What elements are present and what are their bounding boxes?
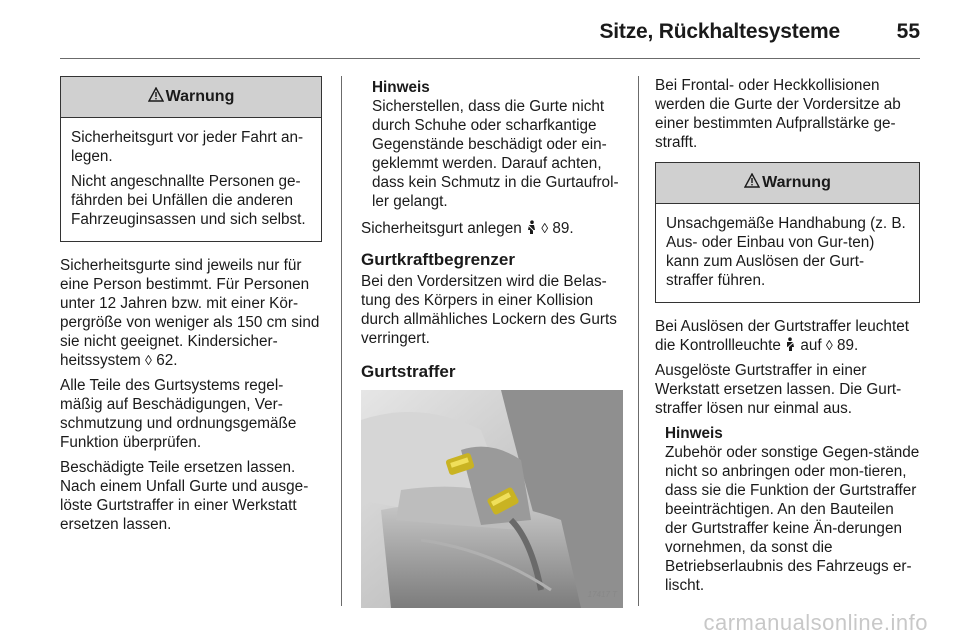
warning-triangle-icon	[148, 87, 164, 102]
warning-title: Warnung	[165, 88, 235, 105]
column-1	[60, 76, 322, 540]
reference-arrow-icon: ◊	[825, 337, 833, 353]
page-reference[interactable]: 89.	[552, 220, 574, 237]
seatbelt-warning-light-icon	[785, 337, 796, 352]
warning-text: Unsachgemäße Handhabung (z. B. Aus- oder Einbau von Gur-ten) kann zum Auslösen der Gurt-straffer führen.	[666, 215, 906, 289]
warning-triangle-icon	[744, 173, 760, 188]
body-paragraph: Bei den Vordersitzen wird die Belas-tung des Körpers in einer Kollision durch allmähliches Lockern des Gurts verringert.	[361, 273, 617, 347]
warning-header	[656, 163, 919, 204]
hint-title: Hinweis	[372, 79, 430, 96]
body-paragraph: Sicherheitsgurt anlegen ◊ 89.	[361, 220, 574, 237]
seatbelt-buckle-photo	[361, 390, 623, 608]
hint-text: Zubehör oder sonstige Gegen-stände nicht so anbringen oder mon-tieren, dass sie die Funktion der Gurtstraffer beeinträchtigen. An den Bauteilen der Gurtstraffer keine Än-derungen vornehmen, da sonst die Betriebserlaubnis des Fahrzeugs er-lischt.	[665, 444, 920, 594]
image-code: 17417 T	[587, 590, 617, 599]
section-heading: Gurtstraffer	[361, 362, 456, 381]
body-paragraph: Bei Frontal- oder Heckkollisionen werden die Gurte der Vordersitze ab einer bestimmten Aufprallstärke ge-strafft.	[655, 77, 901, 151]
column-divider	[638, 76, 639, 606]
warning-title: Warnung	[762, 174, 831, 191]
buckle-illustration	[361, 390, 623, 608]
warning-text: Nicht angeschnallte Personen ge-fährden bei Unfällen die anderen Fahrzeuginsassen und sich selbst.	[71, 173, 306, 228]
body-paragraph: Ausgelöste Gurtstraffer in einer Werkstatt ersetzen lassen. Die Gurt-straffer lösen nur einmal aus.	[655, 362, 902, 417]
section-heading: Gurtkraftbegrenzer	[361, 250, 515, 269]
page-number: 55	[896, 20, 920, 43]
warning-box	[60, 76, 322, 242]
column-2	[361, 76, 623, 608]
reference-arrow-icon: ◊	[145, 352, 152, 368]
warning-body	[656, 204, 919, 302]
column-divider	[341, 76, 342, 606]
warning-header	[61, 77, 321, 118]
seatbelt-icon	[526, 220, 537, 235]
column-3	[655, 76, 920, 603]
hint-block	[361, 78, 623, 211]
page-header	[60, 18, 920, 59]
hint-text: Sicherstellen, dass die Gurte nicht durch Schuhe oder scharfkantige Gegenstände beschädigt oder ein-geklemmt werden. Darauf achten, dass kein Schmutz in die Gurtaufrol-ler gelangt.	[372, 98, 619, 210]
hint-title: Hinweis	[665, 425, 723, 442]
body-paragraph: Alle Teile des Gurtsystems regel-mäßig auf Beschädigungen, Ver-schmutzung und ordnungsgemäße Funktion überprüfen.	[60, 377, 297, 451]
warning-text: Sicherheitsgurt vor jeder Fahrt an-legen.	[71, 129, 304, 165]
page-title: Sitze, Rückhaltesysteme	[599, 20, 840, 43]
page-reference[interactable]: 89.	[837, 337, 859, 354]
reference-arrow-icon: ◊	[541, 220, 549, 236]
warning-body	[61, 118, 321, 241]
hint-block	[655, 424, 920, 595]
warning-box	[655, 162, 920, 303]
body-paragraph: Bei Auslösen der Gurtstraffer leuchtet die Kontrollleuchte auf ◊ 89.	[655, 318, 909, 354]
body-paragraph: Beschädigte Teile ersetzen lassen. Nach einem Unfall Gurte und ausge-löste Gurtstraffer in einer Werkstatt ersetzen lassen.	[60, 459, 309, 533]
page-reference[interactable]: 62.	[156, 352, 178, 369]
watermark: carmanualsonline.info	[703, 610, 928, 635]
body-paragraph: Sicherheitsgurte sind jeweils nur für eine Person bestimmt. Für Personen unter 12 Jahren bzw. mit einer Kör-pergröße von weniger als 150 cm sind sie nicht geeignet. Kindersicher-heitssystem ◊ 62.	[60, 257, 320, 369]
